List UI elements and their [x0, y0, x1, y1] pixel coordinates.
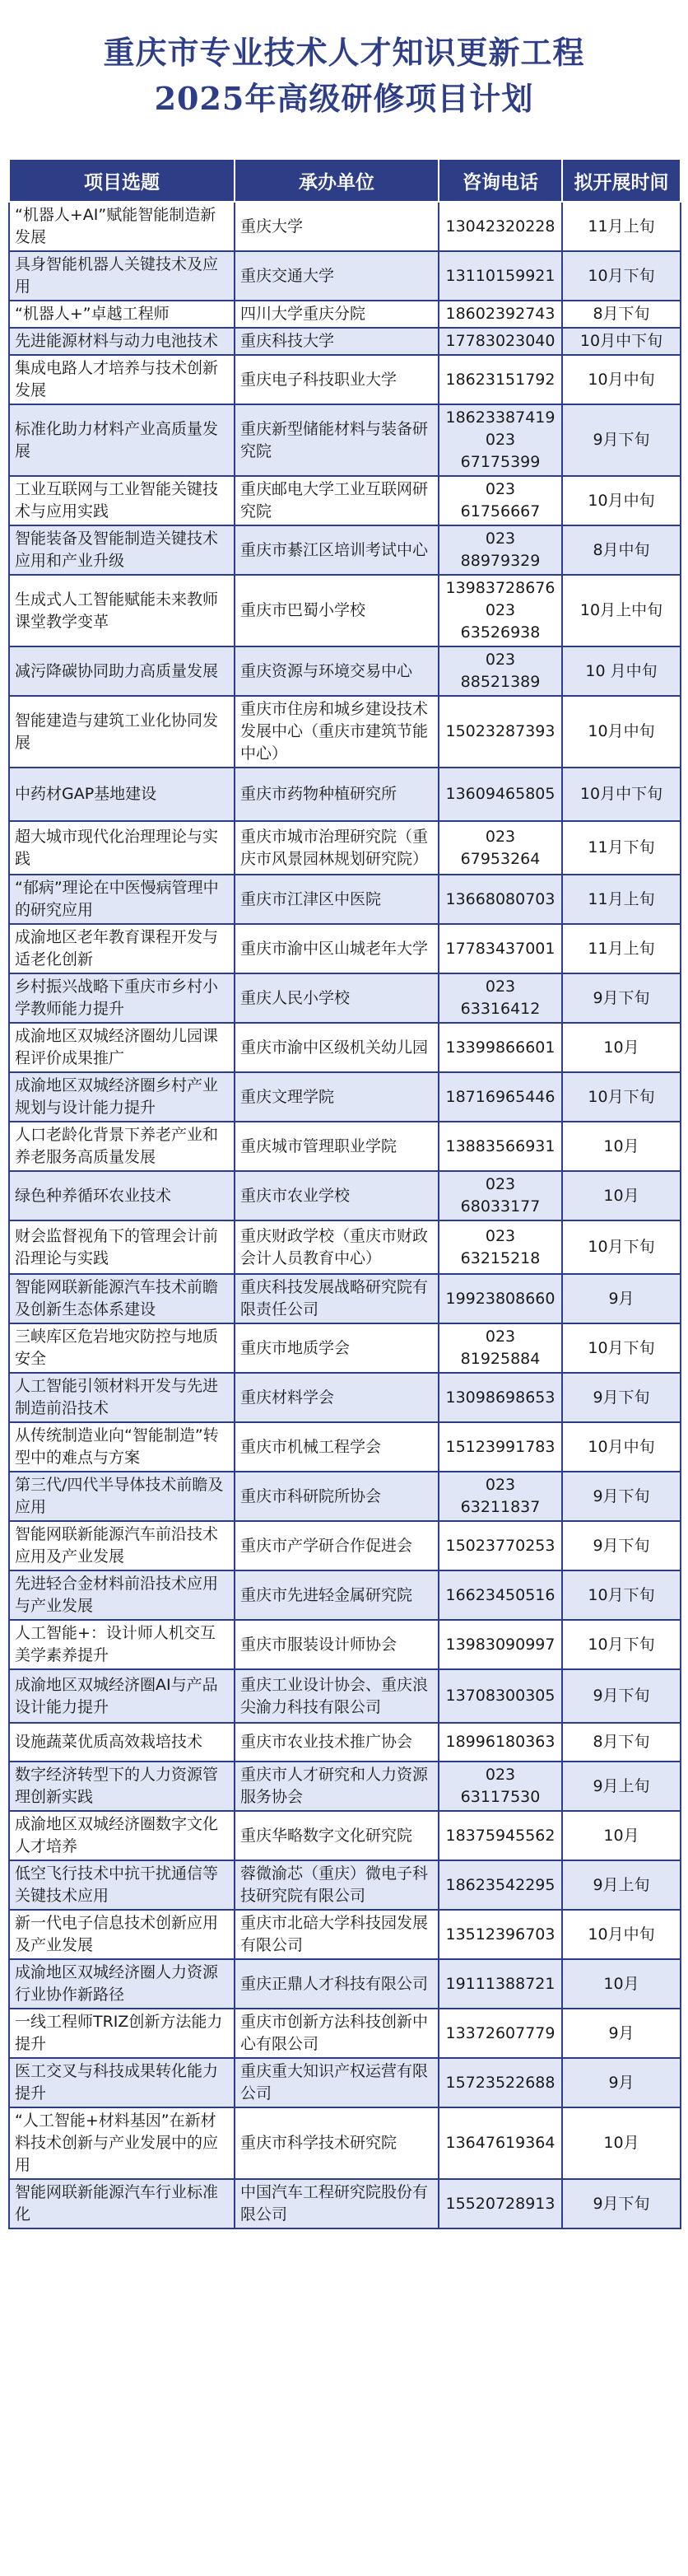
cell-topic: “人工智能+材料基因”在新材料技术创新与产业发展中的应用 — [9, 2107, 235, 2179]
cell-time: 10月中旬 — [562, 476, 681, 525]
cell-unit: 重庆重大知识产权运营有限公司 — [235, 2058, 439, 2107]
table-row — [9, 301, 681, 328]
cell-topic: 人工智能+：设计师人机交互美学素养提升 — [9, 1620, 235, 1669]
table-row — [9, 1323, 681, 1373]
cell-phone: 13983090997 — [439, 1620, 562, 1669]
cell-unit: 重庆市农业学校 — [235, 1171, 439, 1220]
cell-phone: 13647619364 — [439, 2107, 562, 2179]
project-plan-table — [8, 158, 681, 2229]
table-row — [9, 1274, 681, 1323]
cell-topic: 第三代/四代半导体技术前瞻及应用 — [9, 1472, 235, 1521]
cell-unit: 重庆财政学校（重庆市财政会计人员教育中心） — [235, 1220, 439, 1274]
table-row — [9, 1620, 681, 1669]
cell-time: 8月下旬 — [562, 301, 681, 328]
cell-unit: 重庆科技大学 — [235, 328, 439, 355]
cell-topic: 成渝地区双城经济圈乡村产业规划与设计能力提升 — [9, 1072, 235, 1122]
cell-phone: 13883566931 — [439, 1122, 562, 1171]
cell-time: 10月下旬 — [562, 1072, 681, 1122]
cell-time: 10月中旬 — [562, 696, 681, 768]
cell-topic: 中药材GAP基地建设 — [9, 768, 235, 821]
table-row — [9, 696, 681, 768]
cell-time: 10月中下旬 — [562, 328, 681, 355]
title-line-2: 2025年高级研修项目计划 — [154, 80, 534, 117]
cell-topic: 成渝地区双城经济圈幼儿园课程评价成果推广 — [9, 1023, 235, 1072]
cell-time: 9月下旬 — [562, 1472, 681, 1521]
table-row — [9, 1072, 681, 1122]
cell-topic: 数字经济转型下的人力资源管理创新实践 — [9, 1762, 235, 1811]
table-row — [9, 1723, 681, 1762]
cell-time: 11月上旬 — [562, 202, 681, 251]
cell-phone: 19111388721 — [439, 1959, 562, 2009]
cell-topic: 成渝地区双城经济圈人力资源行业协作新路径 — [9, 1959, 235, 2009]
table-header-row — [9, 159, 681, 202]
cell-unit: 重庆新型储能材料与装备研究院 — [235, 404, 439, 476]
cell-topic: 医工交叉与科技成果转化能力提升 — [9, 2058, 235, 2107]
cell-unit: 重庆市地质学会 — [235, 1323, 439, 1373]
cell-phone: 023 68033177 — [439, 1171, 562, 1220]
cell-phone: 13609465805 — [439, 768, 562, 821]
cell-topic: 乡村振兴战略下重庆市乡村小学教师能力提升 — [9, 973, 235, 1023]
cell-unit: 重庆市綦江区培训考试中心 — [235, 525, 439, 575]
cell-phone: 023 81925884 — [439, 1323, 562, 1373]
cell-unit: 蓉微渝芯（重庆）微电子科技研究院有限公司 — [235, 1860, 439, 1910]
table-row — [9, 1220, 681, 1274]
table-row — [9, 1669, 681, 1723]
cell-topic: 标准化助力材料产业高质量发展 — [9, 404, 235, 476]
cell-unit: 重庆人民小学校 — [235, 973, 439, 1023]
cell-topic: 智能网联新能源汽车行业标准化 — [9, 2179, 235, 2228]
cell-phone: 13983728676 023 63526938 — [439, 575, 562, 646]
cell-phone: 13512396703 — [439, 1910, 562, 1959]
table-row — [9, 525, 681, 575]
cell-topic: 工业互联网与工业智能关键技术与应用实践 — [9, 476, 235, 525]
table-row — [9, 2179, 681, 2228]
cell-topic: 超大城市现代化治理理论与实践 — [9, 821, 235, 875]
cell-time: 10月下旬 — [562, 1323, 681, 1373]
table-row — [9, 924, 681, 973]
cell-topic: 一线工程师TRIZ创新方法能力提升 — [9, 2009, 235, 2058]
cell-unit: 重庆市人才研究和人力资源服务协会 — [235, 1762, 439, 1811]
cell-topic: 财会监督视角下的管理会计前沿理论与实践 — [9, 1220, 235, 1274]
table-row — [9, 2058, 681, 2107]
cell-phone: 023 63211837 — [439, 1472, 562, 1521]
cell-time: 8月中旬 — [562, 525, 681, 575]
cell-time: 9月下旬 — [562, 1373, 681, 1422]
table-row — [9, 1521, 681, 1570]
cell-unit: 重庆工业设计协会、重庆浪尖渝力科技有限公司 — [235, 1669, 439, 1723]
table-row — [9, 1762, 681, 1811]
cell-topic: 绿色种养循环农业技术 — [9, 1171, 235, 1220]
cell-phone: 15023770253 — [439, 1521, 562, 1570]
cell-topic: 智能网联新能源汽车前沿技术应用及产业发展 — [9, 1521, 235, 1570]
cell-phone: 023 61756667 — [439, 476, 562, 525]
cell-phone: 023 63316412 — [439, 973, 562, 1023]
table-row — [9, 875, 681, 924]
cell-unit: 四川大学重庆分院 — [235, 301, 439, 328]
table-row — [9, 2107, 681, 2179]
cell-topic: 智能装备及智能制造关键技术应用和产业升级 — [9, 525, 235, 575]
cell-unit: 重庆材料学会 — [235, 1373, 439, 1422]
cell-time: 9月上旬 — [562, 1860, 681, 1910]
cell-topic: 人口老龄化背景下养老产业和养老服务高质量发展 — [9, 1122, 235, 1171]
cell-time: 10月下旬 — [562, 251, 681, 301]
cell-unit: 重庆市巴蜀小学校 — [235, 575, 439, 646]
cell-time: 10月下旬 — [562, 1220, 681, 1274]
table-row — [9, 404, 681, 476]
cell-phone: 19923808660 — [439, 1274, 562, 1323]
cell-unit: 重庆市北碚大学科技园发展有限公司 — [235, 1910, 439, 1959]
cell-phone: 18623151792 — [439, 355, 562, 404]
cell-topic: 智能网联新能源汽车技术前瞻及创新生态体系建设 — [9, 1274, 235, 1323]
cell-time: 9月 — [562, 2058, 681, 2107]
cell-time: 9月下旬 — [562, 2179, 681, 2228]
cell-time: 10月上中旬 — [562, 575, 681, 646]
cell-time: 10月下旬 — [562, 1570, 681, 1620]
cell-unit: 重庆华略数字文化研究院 — [235, 1811, 439, 1860]
header-unit: 承办单位 — [235, 159, 439, 202]
cell-unit: 重庆市创新方法科技创新中心有限公司 — [235, 2009, 439, 2058]
table-row — [9, 202, 681, 251]
cell-phone: 023 88979329 — [439, 525, 562, 575]
cell-unit: 重庆市机械工程学会 — [235, 1422, 439, 1472]
table-row — [9, 646, 681, 696]
cell-time: 10月 — [562, 1811, 681, 1860]
cell-unit: 重庆市先进轻金属研究院 — [235, 1570, 439, 1620]
cell-phone: 15723522688 — [439, 2058, 562, 2107]
cell-time: 10月中下旬 — [562, 768, 681, 821]
cell-phone: 13708300305 — [439, 1669, 562, 1723]
cell-phone: 13042320228 — [439, 202, 562, 251]
cell-unit: 重庆城市管理职业学院 — [235, 1122, 439, 1171]
cell-phone: 15520728913 — [439, 2179, 562, 2228]
cell-phone: 16623450516 — [439, 1570, 562, 1620]
cell-time: 9月下旬 — [562, 404, 681, 476]
cell-unit: 重庆市江津区中医院 — [235, 875, 439, 924]
cell-time: 10月中旬 — [562, 1422, 681, 1472]
table-row — [9, 1122, 681, 1171]
table-row — [9, 2009, 681, 2058]
cell-phone: 023 88521389 — [439, 646, 562, 696]
cell-time: 9月 — [562, 2009, 681, 2058]
table-row — [9, 575, 681, 646]
cell-time: 10月 — [562, 1171, 681, 1220]
cell-unit: 中国汽车工程研究院股份有限公司 — [235, 2179, 439, 2228]
table-row — [9, 251, 681, 301]
cell-phone: 18602392743 — [439, 301, 562, 328]
cell-phone: 18996180363 — [439, 1723, 562, 1762]
table-row — [9, 1910, 681, 1959]
cell-time: 11月上旬 — [562, 924, 681, 973]
cell-topic: 成渝地区双城经济圈数字文化人才培养 — [9, 1811, 235, 1860]
cell-topic: 成渝地区老年教育课程开发与适老化创新 — [9, 924, 235, 973]
cell-phone: 13098698653 — [439, 1373, 562, 1422]
document-title — [0, 0, 688, 150]
cell-topic: 具身智能机器人关键技术及应用 — [9, 251, 235, 301]
cell-time: 10 月中旬 — [562, 646, 681, 696]
table-row — [9, 1422, 681, 1472]
cell-unit: 重庆市农业技术推广协会 — [235, 1723, 439, 1762]
cell-topic: 智能建造与建筑工业化协同发展 — [9, 696, 235, 768]
cell-topic: 集成电路人才培养与技术创新发展 — [9, 355, 235, 404]
cell-topic: 先进能源材料与动力电池技术 — [9, 328, 235, 355]
title-line-1: 重庆市专业技术人才知识更新工程 — [103, 34, 585, 71]
table-row — [9, 1472, 681, 1521]
table-body — [9, 202, 681, 2228]
cell-time: 10月 — [562, 1959, 681, 2009]
cell-topic: 生成式人工智能赋能未来教师课堂教学变革 — [9, 575, 235, 646]
cell-phone: 13110159921 — [439, 251, 562, 301]
table-row — [9, 821, 681, 875]
cell-time: 10月中旬 — [562, 1910, 681, 1959]
cell-topic: 先进轻合金材料前沿技术应用与产业发展 — [9, 1570, 235, 1620]
cell-topic: 设施蔬菜优质高效栽培技术 — [9, 1723, 235, 1762]
cell-phone: 18623542295 — [439, 1860, 562, 1910]
cell-time: 10月下旬 — [562, 1620, 681, 1669]
cell-time: 9月下旬 — [562, 1669, 681, 1723]
cell-time: 8月下旬 — [562, 1723, 681, 1762]
table-row — [9, 1860, 681, 1910]
cell-unit: 重庆资源与环境交易中心 — [235, 646, 439, 696]
table-row — [9, 1023, 681, 1072]
cell-unit: 重庆邮电大学工业互联网研究院 — [235, 476, 439, 525]
header-topic: 项目选题 — [9, 159, 235, 202]
cell-phone: 023 63215218 — [439, 1220, 562, 1274]
cell-time: 10月 — [562, 1122, 681, 1171]
cell-time: 10月 — [562, 1023, 681, 1072]
table-row — [9, 355, 681, 404]
cell-unit: 重庆文理学院 — [235, 1072, 439, 1122]
cell-phone: 18716965446 — [439, 1072, 562, 1122]
cell-unit: 重庆市药物种植研究所 — [235, 768, 439, 821]
cell-topic: 新一代电子信息技术创新应用及产业发展 — [9, 1910, 235, 1959]
table-row — [9, 328, 681, 355]
cell-topic: 减污降碳协同助力高质量发展 — [9, 646, 235, 696]
cell-unit: 重庆大学 — [235, 202, 439, 251]
cell-topic: “机器人+AI”赋能智能制造新发展 — [9, 202, 235, 251]
cell-phone: 17783437001 — [439, 924, 562, 973]
cell-unit: 重庆市服装设计师协会 — [235, 1620, 439, 1669]
cell-topic: 低空飞行技术中抗干扰通信等关键技术应用 — [9, 1860, 235, 1910]
table-row — [9, 973, 681, 1023]
cell-topic: “郁病”理论在中医慢病管理中的研究应用 — [9, 875, 235, 924]
cell-topic: “机器人+”卓越工程师 — [9, 301, 235, 328]
cell-phone: 023 63117530 — [439, 1762, 562, 1811]
cell-unit: 重庆市渝中区山城老年大学 — [235, 924, 439, 973]
cell-time: 10月 — [562, 2107, 681, 2179]
table-row — [9, 1959, 681, 2009]
cell-phone: 023 67953264 — [439, 821, 562, 875]
cell-unit: 重庆交通大学 — [235, 251, 439, 301]
cell-unit: 重庆市渝中区级机关幼儿园 — [235, 1023, 439, 1072]
cell-unit: 重庆电子科技职业大学 — [235, 355, 439, 404]
table-row — [9, 1171, 681, 1220]
cell-time: 9月下旬 — [562, 973, 681, 1023]
cell-phone: 17783023040 — [439, 328, 562, 355]
table-row — [9, 768, 681, 821]
cell-unit: 重庆市科研院所协会 — [235, 1472, 439, 1521]
table-row — [9, 1570, 681, 1620]
cell-time: 9月 — [562, 1274, 681, 1323]
table-row — [9, 476, 681, 525]
cell-phone: 13372607779 — [439, 2009, 562, 2058]
cell-phone: 18375945562 — [439, 1811, 562, 1860]
cell-time: 11月上旬 — [562, 875, 681, 924]
cell-time: 9月下旬 — [562, 1521, 681, 1570]
cell-phone: 18623387419 023 67175399 — [439, 404, 562, 476]
cell-topic: 成渝地区双城经济圈AI与产品设计能力提升 — [9, 1669, 235, 1723]
cell-time: 9月上旬 — [562, 1762, 681, 1811]
cell-phone: 13399866601 — [439, 1023, 562, 1072]
cell-unit: 重庆市城市治理研究院（重庆市风景园林规划研究院） — [235, 821, 439, 875]
cell-topic: 从传统制造业向“智能制造”转型中的难点与方案 — [9, 1422, 235, 1472]
cell-time: 10月中旬 — [562, 355, 681, 404]
cell-time: 11月下旬 — [562, 821, 681, 875]
cell-phone: 13668080703 — [439, 875, 562, 924]
cell-unit: 重庆科技发展战略研究院有限责任公司 — [235, 1274, 439, 1323]
cell-topic: 三峡库区危岩地灾防控与地质安全 — [9, 1323, 235, 1373]
cell-unit: 重庆市产学研合作促进会 — [235, 1521, 439, 1570]
table-row — [9, 1373, 681, 1422]
header-phone: 咨询电话 — [439, 159, 562, 202]
cell-unit: 重庆正鼎人才科技有限公司 — [235, 1959, 439, 2009]
table-row — [9, 1811, 681, 1860]
cell-unit: 重庆市住房和城乡建设技术发展中心（重庆市建筑节能中心） — [235, 696, 439, 768]
cell-phone: 15123991783 — [439, 1422, 562, 1472]
cell-phone: 15023287393 — [439, 696, 562, 768]
cell-unit: 重庆市科学技术研究院 — [235, 2107, 439, 2179]
header-time: 拟开展时间 — [562, 159, 681, 202]
cell-topic: 人工智能引领材料开发与先进制造前沿技术 — [9, 1373, 235, 1422]
